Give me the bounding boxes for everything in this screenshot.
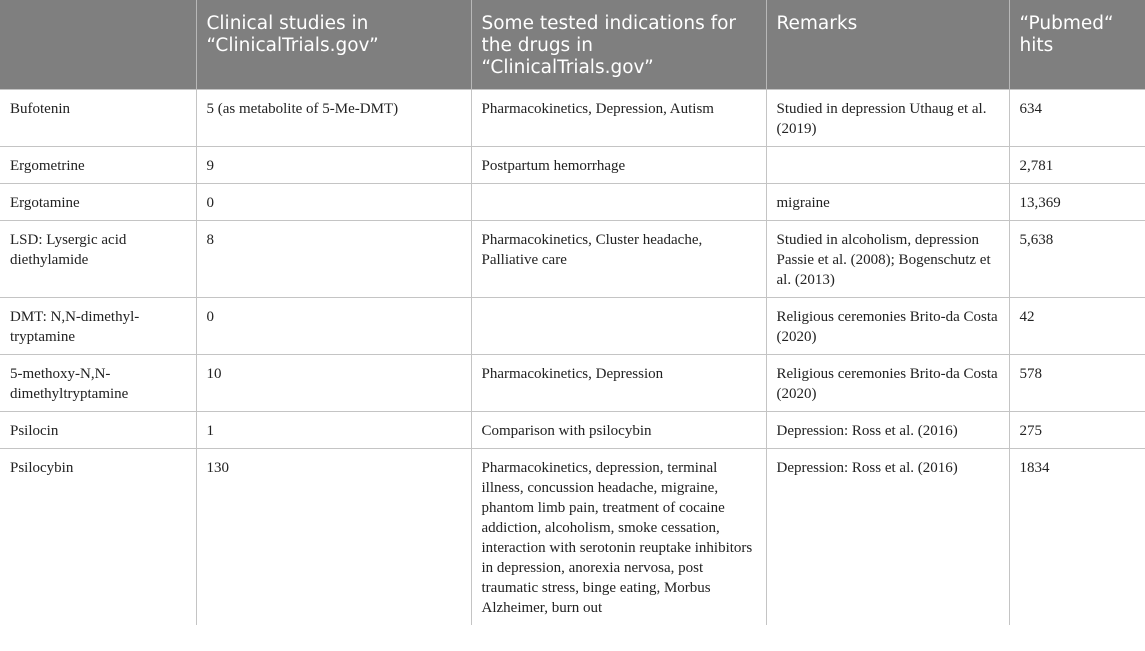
cell-pubmed-hits: 578 — [1009, 355, 1145, 412]
header-cell-indications: Some tested indications for the drugs in “ClinicalTrials.gov” — [471, 0, 766, 90]
table-row — [0, 355, 1145, 412]
cell-indications: Pharmacokinetics, Cluster headache, Palliative care — [471, 221, 766, 298]
cell-clinical-studies: 10 — [196, 355, 471, 412]
header-row — [0, 0, 1145, 90]
table-row — [0, 298, 1145, 355]
cell-pubmed-hits: 634 — [1009, 90, 1145, 147]
table-header — [0, 0, 1145, 90]
cell-remarks: Studied in depression Uthaug et al. (2019) — [766, 90, 1009, 147]
header-cell-remarks: Remarks — [766, 0, 1009, 90]
header-cell-pubmed-hits: “Pubmed“ hits — [1009, 0, 1145, 90]
table-row — [0, 90, 1145, 147]
cell-indications: Pharmacokinetics, depression, terminal illness, concussion headache, migraine, phantom limb pain, treatment of cocaine addiction, alcoholism, smoke cessation, interaction with serotonin reuptake inhibitors in depression, anorexia nervosa, post traumatic stress, binge eating, Morbus Alzheimer, burn out — [471, 449, 766, 626]
cell-substance: 5-methoxy-N,N-dimethyltryptamine — [0, 355, 196, 412]
cell-clinical-studies: 5 (as metabolite of 5-Me-DMT) — [196, 90, 471, 147]
cell-remarks: migraine — [766, 184, 1009, 221]
header-cell-substance — [0, 0, 196, 90]
cell-remarks: Depression: Ross et al. (2016) — [766, 449, 1009, 626]
cell-clinical-studies: 8 — [196, 221, 471, 298]
cell-indications — [471, 184, 766, 221]
cell-pubmed-hits: 13,369 — [1009, 184, 1145, 221]
table-body — [0, 90, 1145, 626]
cell-clinical-studies: 0 — [196, 184, 471, 221]
cell-indications: Comparison with psilocybin — [471, 412, 766, 449]
cell-substance: Ergometrine — [0, 147, 196, 184]
cell-substance: Psilocybin — [0, 449, 196, 626]
table-row — [0, 412, 1145, 449]
header-cell-clinical-studies: Clinical studies in “ClinicalTrials.gov” — [196, 0, 471, 90]
table-row — [0, 184, 1145, 221]
cell-remarks: Religious ceremonies Brito-da Costa (2020) — [766, 355, 1009, 412]
cell-clinical-studies: 9 — [196, 147, 471, 184]
cell-clinical-studies: 0 — [196, 298, 471, 355]
cell-clinical-studies: 130 — [196, 449, 471, 626]
cell-indications — [471, 298, 766, 355]
cell-substance: Bufotenin — [0, 90, 196, 147]
cell-remarks: Depression: Ross et al. (2016) — [766, 412, 1009, 449]
table-row — [0, 147, 1145, 184]
cell-substance: Psilocin — [0, 412, 196, 449]
cell-indications: Pharmacokinetics, Depression, Autism — [471, 90, 766, 147]
cell-pubmed-hits: 2,781 — [1009, 147, 1145, 184]
cell-remarks: Studied in alcoholism, depression Passie et al. (2008); Bogenschutz et al. (2013) — [766, 221, 1009, 298]
cell-indications: Pharmacokinetics, Depression — [471, 355, 766, 412]
cell-substance: Ergotamine — [0, 184, 196, 221]
table-row — [0, 449, 1145, 626]
cell-pubmed-hits: 5,638 — [1009, 221, 1145, 298]
cell-remarks — [766, 147, 1009, 184]
cell-substance: LSD: Lysergic acid diethylamide — [0, 221, 196, 298]
cell-pubmed-hits: 42 — [1009, 298, 1145, 355]
cell-substance: DMT: N,N-dimethyl-tryptamine — [0, 298, 196, 355]
cell-indications: Postpartum hemorrhage — [471, 147, 766, 184]
cell-pubmed-hits: 275 — [1009, 412, 1145, 449]
cell-remarks: Religious ceremonies Brito-da Costa (2020) — [766, 298, 1009, 355]
cell-clinical-studies: 1 — [196, 412, 471, 449]
table-row — [0, 221, 1145, 298]
cell-pubmed-hits: 1834 — [1009, 449, 1145, 626]
